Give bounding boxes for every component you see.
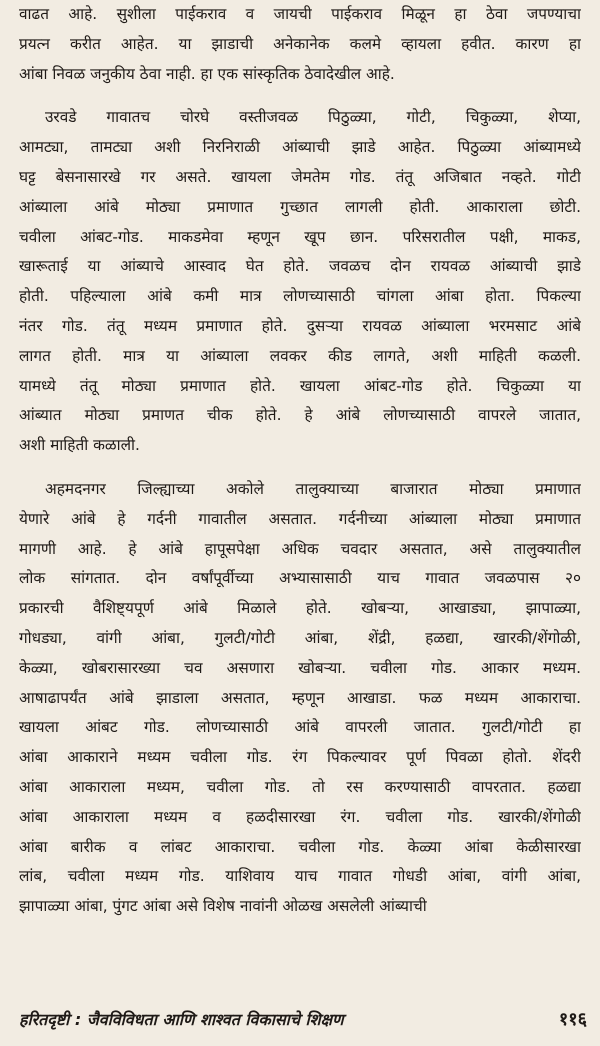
text-line: आंबा आकाराने मध्यम चवीला गोड. रंग पिकल्यावर पूर्ण पिवळा होतो. शेंदरी — [19, 748, 581, 767]
text-line: होती. पहिल्याला आंबे कमी मात्र लोणच्यासाठी चांगला आंबा होता. पिकल्या — [19, 287, 581, 306]
text-line: आषाढापर्यंत आंबे झाडाला असतात, म्हणून आखाडा. फळ मध्यम आकाराचा. — [19, 688, 581, 707]
text-line: आंबा निवळ जनुकीय ठेवा नाही. हा एक सांस्कृतिक ठेवादेखील आहे. — [19, 64, 395, 83]
paragraph — [19, 0, 581, 89]
text-line: यामध्ये तंतू मोठ्या प्रमाणात होते. खायला आंबट-गोड होते. चिकुळ्या या — [19, 376, 581, 395]
page-number: ११६ — [558, 1009, 587, 1030]
text-line: केळ्या, खोबरासारख्या चव असणारा खोबऱ्या. चवीला गोड. आकार मध्यम. — [19, 658, 581, 677]
text-line: गोधड्या, वांगी आंबा, गुलटी/गोटी आंबा, शेंद्री, हळद्या, खारकी/शेंगोळी, — [19, 628, 581, 647]
text-line: वाढत आहे. सुशीला पाईकराव व जायची पाईकराव मिळून हा ठेवा जपण्याचा — [19, 5, 581, 23]
text-line: आंब्यात मोठ्या प्रमाणत चीक होते. हे आंबे लोणच्यासाठी वापरले जातात, — [19, 406, 581, 425]
text-line: आमट्या, तामट्या अशी निरनिराळी आंब्याची झाडे आहेत. पिठुळ्या आंब्यामध्ये — [19, 138, 581, 157]
text-line: प्रयत्न करीत आहेत. या झाडाची अनेकानेक कलमे व्हायला हवीत. कारण हा — [19, 34, 581, 53]
text-line: अशी माहिती कळाली. — [19, 436, 140, 455]
text-line: लागत होती. मात्र या आंब्याला लवकर कीड लागते, अशी माहिती कळली. — [19, 346, 581, 365]
text-line: उरवडे गावातच चोरघे वस्तीजवळ पिठुळ्या, गोटी, चिकुळ्या, शेप्या, — [45, 108, 581, 127]
text-line: घट्ट बेसनासारखे गर असते. खायला जेमतेम गोड. तंतू अजिबात नव्हते. गोटी — [19, 167, 581, 186]
body-text — [19, 0, 581, 922]
text-line: आंबा आकाराला मध्यम व हळदीसारखा रंग. चवीला गोड. खारकी/शेंगोळी — [19, 807, 581, 826]
text-line: लांब, चवीला मध्यम गोड. याशिवाय याच गावात गोधडी आंबा, वांगी आंबा, — [19, 867, 581, 886]
text-line: आंबा आकाराला मध्यम, चवीला गोड. तो रस करण्यासाठी वापरतात. हळद्या — [19, 777, 581, 796]
text-line: आंबा बारीक व लांबट आकाराचा. चवीला गोड. केळ्या आंबा केळीसारखा — [19, 837, 581, 856]
text-line: लोक सांगतात. दोन वर्षांपूर्वीच्या अभ्यासासाठी याच गावात जवळपास २० — [19, 569, 581, 588]
text-line: अहमदनगर जिल्ह्याच्या अकोले तालुक्याच्या बाजारात मोठ्या प्रमाणात — [45, 479, 581, 498]
paragraph-gap — [19, 89, 581, 103]
paragraph-gap — [19, 461, 581, 475]
text-line: नंतर गोड. तंतू मध्यम प्रमाणात होते. दुसऱ्या रायवळ आंब्याला भरमसाट आंबे — [19, 316, 581, 335]
text-line: मागणी आहे. हे आंबे हापूसपेक्षा अधिक चवदार असतात, असे तालुक्यातील — [19, 539, 581, 558]
book-title: हरितदृष्टी : जैवविविधता आणि शाश्वत विकासाचे शिक्षण — [19, 1010, 344, 1029]
paragraph — [19, 475, 581, 922]
paragraph — [19, 103, 581, 461]
text-line: चवीला आंबट-गोड. माकडमेवा म्हणून खूप छान. परिसरातील पक्षी, माकड, — [19, 227, 581, 246]
text-line: प्रकारची वैशिष्ट्यपूर्ण आंबे मिळाले होते. खोबऱ्या, आखाड्या, झापाळ्या, — [19, 599, 581, 618]
text-line: आंब्याला आंबे मोठ्या प्रमाणात गुच्छात लागली होती. आकाराला छोटी. — [19, 197, 581, 216]
text-line: खायला आंबट गोड. लोणच्यासाठी आंबे वापरली जातात. गुलटी/गोटी हा — [19, 718, 581, 737]
text-line: झापाळ्या आंबा, पुंगट आंबा असे विशेष नावांनी ओळख असलेली आंब्याची — [19, 897, 427, 916]
text-line: खारूताई या आंब्याचे आस्वाद घेत होते. जवळच दोन रायवळ आंब्याची झाडे — [19, 257, 581, 276]
text-line: येणारे आंबे हे गर्दनी गावातील असतात. गर्दनीच्या आंब्याला मोठ्या प्रमाणात — [19, 509, 581, 528]
page-footer — [19, 1003, 587, 1035]
